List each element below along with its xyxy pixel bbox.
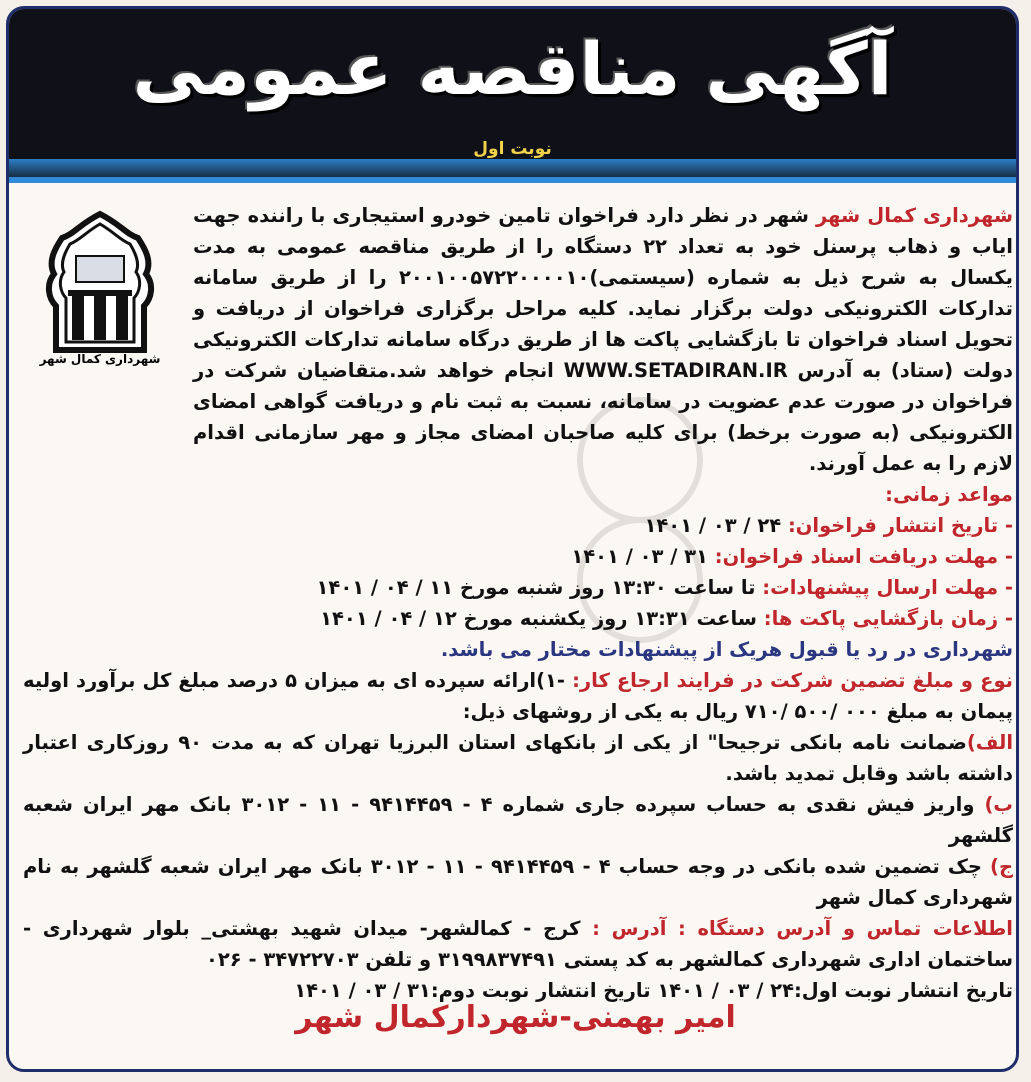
intro-text-2: انجام خواهد شد.متقاضیان شرکت در فراخوان در صورت عدم عضویت در سامانه، نسبت به ثبت نام و دریافت گواهی امضای الکترونیکی (به صورت برخط) برای کلیه صاحبان امضای مجاز و مهر سازمانی اقدام لازم را به عمل آورند. xyxy=(193,359,1013,475)
schedule-label: - تاریخ انتشار فراخوان: xyxy=(787,514,1013,537)
schedule-item xyxy=(23,572,1013,603)
schedule-item xyxy=(23,603,1013,634)
schedule-value: ۳۱ / ۰۳ / ۱۴۰۱ xyxy=(571,545,715,568)
guarantee-option-b xyxy=(23,789,1013,851)
option-text: چک تضمین شده بانکی در وجه حساب ۴ - ۹۴۱۴۴۵۹ - ۱۱ - ۳۰۱۲ بانک مهر ایران شعبه گلشهر به نام شهرداری کمال شهر xyxy=(23,855,1013,909)
schedule-label: - مهلت دریافت اسناد فراخوان: xyxy=(714,545,1013,568)
option-label: ب) xyxy=(984,793,1013,816)
intro-paragraph xyxy=(193,200,1013,479)
header-glow xyxy=(9,159,1016,183)
schedule-value: ساعت ۱۳:۳۱ روز یکشنبه مورخ ۱۲ / ۰۴ / ۱۴۰۱ xyxy=(320,607,764,630)
guarantee-text: -۱)ارائه سپرده ای به میزان ۵ درصد مبلغ کل برآورد اولیه پیمان به مبلغ ۰۰۰ /۵۰۰ /۷۱۰ ریال به یکی از روشهای ذیل: xyxy=(23,669,1013,723)
option-label: الف) xyxy=(966,731,1014,754)
org-name: شهرداری کمال شهر xyxy=(816,204,1013,227)
contact-text: کرج - کمالشهر- میدان شهید بهشتی_ بلوار شهرداری - ساختمان اداری شهرداری کمالشهر به کد پستی ۳۱۹۹۸۳۷۴۹۱ و تلفن ۳۴۷۲۲۷۰۳ - ۰۲۶ xyxy=(23,917,1013,971)
guarantee-option-a xyxy=(23,727,1013,789)
header-banner xyxy=(9,9,1016,183)
notice-body xyxy=(23,200,1013,1006)
schedule-value: ۲۴ / ۰۳ / ۱۴۰۱ xyxy=(644,514,788,537)
schedule-label: - مهلت ارسال پیشنهادات: xyxy=(762,576,1013,599)
schedule-note: شهرداری در رد یا قبول هریک از پیشنهادات مختار می باشد. xyxy=(440,638,1013,661)
schedule-item xyxy=(23,541,1013,572)
option-text: ضمانت نامه بانکی ترجیحا" از یکی از بانکهای استان البرزیا تهران که به مدت ۹۰ روزکاری اعتبار داشته باشد وقابل تمدید باشد. xyxy=(23,731,1013,785)
schedule-label: - زمان بازگشایی پاکت ها: xyxy=(763,607,1013,630)
round-label: نوبت اول xyxy=(473,139,552,159)
signature: امیر بهمنی-شهردارکمال شهر xyxy=(295,1000,736,1035)
logo-caption: شهرداری کمال شهر xyxy=(39,352,161,366)
website-link[interactable]: WWW.SETADIRAN.IR xyxy=(563,359,788,382)
schedule-heading: مواعد زمانی: xyxy=(885,483,1013,506)
option-label: ج) xyxy=(990,855,1014,878)
notice-title: آگهی مناقصه عمومی xyxy=(132,27,893,111)
guarantee-option-c xyxy=(23,851,1013,913)
schedule-value: تا ساعت ۱۳:۳۰ روز شنبه مورخ ۱۱ / ۰۴ / ۱۴۰۱ xyxy=(316,576,763,599)
contact-paragraph xyxy=(23,913,1013,975)
schedule-item xyxy=(23,510,1013,541)
option-text: واریز فیش نقدی به حساب سپرده جاری شماره ۴ - ۹۴۱۴۴۵۹ - ۱۱ - ۳۰۱۲ بانک مهر ایران شعبه گلشهر xyxy=(23,793,1013,847)
contact-heading: اطلاعات تماس و آدرس دستگاه : آدرس : xyxy=(592,917,1013,940)
guarantee-heading: نوع و مبلغ تضمین شرکت در فرایند ارجاع کار: xyxy=(572,669,1013,692)
guarantee-paragraph xyxy=(23,665,1013,727)
intro-text: شهر در نظر دارد فراخوان تامین خودرو استیجاری با راننده جهت ایاب و ذهاب پرسنل خود به تعداد ۲۲ دستگاه را از طریق مناقصه عمومی به مدت یکسال به شرح ذیل به شماره (سیستمی)۲۰۰۱۰۰۵۷۲۲۰۰۰۰۱۰ را از طریق سامانه تدارکات الکترونیکی دولت برگزار نماید. کلیه مراحل برگزاری فراخوان از دریافت و تحویل اسناد فراخوان تا بازگشایی پاکت ها از طریق درگاه سامانه تدارکات الکترونیکی دولت (ستاد) به آدرس xyxy=(193,204,1013,382)
publish-dates: تاریخ انتشار نوبت اول:۲۴ / ۰۳ / ۱۴۰۱ تاریخ انتشار نوبت دوم:۳۱ / ۰۳ / ۱۴۰۱ xyxy=(294,979,1013,1002)
